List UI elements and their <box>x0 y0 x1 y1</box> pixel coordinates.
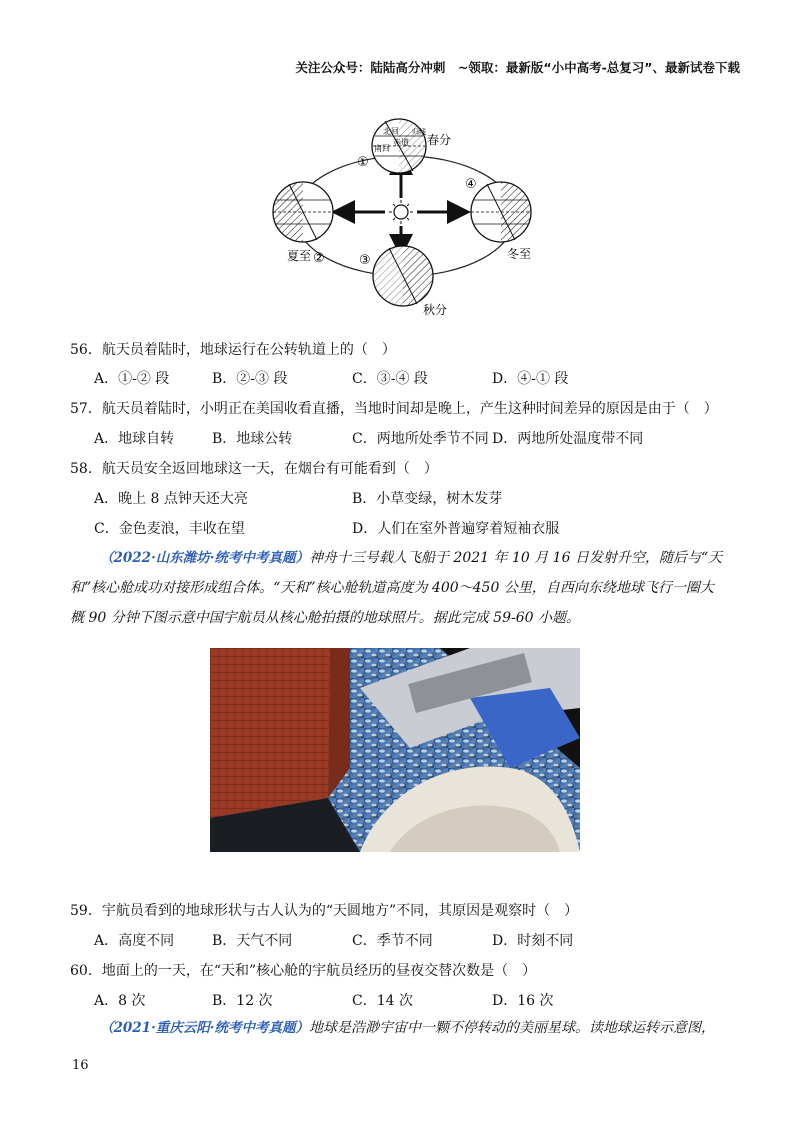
q59-option-b: B．天气不同 <box>212 933 293 949</box>
earth-autumn <box>373 246 433 306</box>
source-tag-2: （2021·重庆云阳·统考中考真题） <box>100 1020 309 1036</box>
page-header: 关注公众号：陆陆高分冲刺 ~领取：最新版“小中高考-总复习”、最新试卷下载 <box>295 60 740 75</box>
q60-option-b: B．12 次 <box>212 993 273 1009</box>
passage-59-60: （2022·山东潍坊·统考中考真题）神舟十三号载人飞船于 2021 年 10 月 16 日发射升空，随后与“天 和”核心舱成功对接形成组合体。“天和”核心舱轨道高度为 400～450 公里，自西向东绕地球飞行一圈大 概 90 分钟下图示意中国宇航员从核心舱拍摄的地球照片。据此完成 59-60 小题。 <box>70 550 723 626</box>
source-tag: （2022·山东潍坊·统考中考真题） <box>100 550 309 566</box>
question-58: 58．航天员安全返回地球这一天，在烟台有可能看到（ ） <box>70 461 438 477</box>
q59-option-a: A．高度不同 <box>94 933 175 949</box>
label-winter: 冬至 <box>507 247 532 261</box>
q58-option-b: B．小草变绿，树木发芽 <box>352 491 503 507</box>
svg-text:赤道: 赤道 <box>393 138 409 147</box>
label-n1: ① <box>357 155 369 170</box>
earth-spring <box>372 119 426 173</box>
q57-option-c: C．两地所处季节不同 <box>352 431 489 447</box>
q58-option-d: D．人们在室外普遍穿着短袖衣服 <box>352 521 560 537</box>
q60-option-c: C．14 次 <box>352 993 413 1009</box>
q56-option-c: C．③-④ 段 <box>352 371 428 387</box>
q58-option-a: A．晚上 8 点钟天还大亮 <box>94 491 248 507</box>
q60-option-a: A．8 次 <box>94 993 146 1009</box>
question-56: 56．航天员着陆时，地球运行在公转轨道上的（ ） <box>70 342 396 358</box>
label-n3: ③ <box>359 253 371 268</box>
q57-option-a: A．地球自转 <box>94 431 175 447</box>
q59-option-d: D．时刻不同 <box>492 933 574 949</box>
earth-orbit-diagram <box>265 108 545 318</box>
page-number: 16 <box>72 1058 89 1073</box>
question-60: 60．地面上的一天，在“天和”核心舱的宇航员经历的昼夜交替次数是（ ） <box>70 963 537 979</box>
svg-text:归线: 归线 <box>412 128 426 136</box>
q57-option-d: D．两地所处温度带不同 <box>492 431 644 447</box>
label-spring: 春分 <box>427 133 452 147</box>
question-59: 59．宇航员看到的地球形状与古人认为的“天圆地方”不同，其原因是观察时（ ） <box>70 903 579 919</box>
q58-option-c: C．金色麦浪，丰收在望 <box>94 521 245 537</box>
earth-winter <box>471 182 531 242</box>
label-summer: 夏至 <box>287 249 312 263</box>
label-n4: ④ <box>465 177 477 192</box>
sun-icon <box>389 200 413 224</box>
q56-option-b: B．②-③ 段 <box>212 371 288 387</box>
question-57: 57．航天员着陆时，小明正在美国收看直播，当地时间却是晚上，产生这种时间差异的原因是由于（ ） <box>70 401 718 417</box>
earth-summer <box>273 182 333 242</box>
q57-option-b: B．地球公转 <box>212 431 293 447</box>
q56-option-a: A．①-② 段 <box>94 371 170 387</box>
label-autumn: 秋分 <box>423 303 448 317</box>
q59-option-c: C．季节不同 <box>352 933 433 949</box>
label-n2: ② <box>313 251 325 266</box>
q56-option-d: D．④-① 段 <box>492 371 569 387</box>
svg-text:南回: 南回 <box>374 144 390 153</box>
q60-option-d: D．16 次 <box>492 993 554 1009</box>
svg-text:北回: 北回 <box>383 127 399 136</box>
earth-photo-from-station <box>210 648 580 852</box>
passage-next: （2021·重庆云阳·统考中考真题）地球是浩渺宇宙中一颗不停转动的美丽星球。读地球运转示意图， <box>100 1020 715 1036</box>
